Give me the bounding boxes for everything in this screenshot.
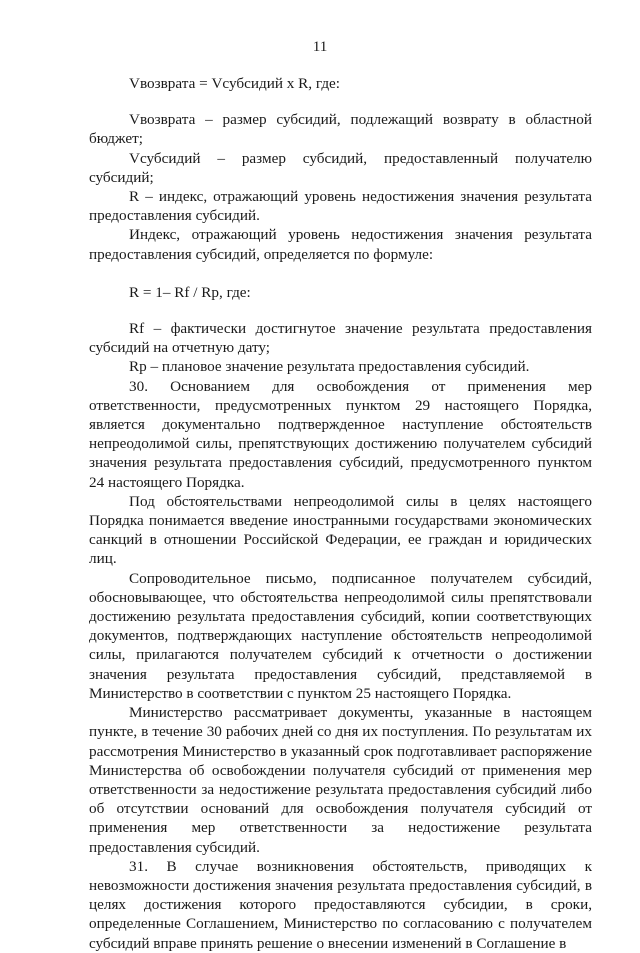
paragraph-force-majeure: Под обстоятельствами непреодолимой силы в целях настоящего Порядка понимается введение иностранными государствами экономических санкций в отношении Российской Федерации, ее граждан и юридических лиц. bbox=[89, 492, 592, 568]
formula-refund: Vвозврата = Vсубсидий x R, где: bbox=[129, 75, 341, 92]
paragraph-30: 30. Основанием для освобождения от применения мер ответственности, предусмотренных пунктом 29 настоящего Порядка, является документально подтвержденное наступление обстоятельств непреодолимой силы, препятствующих достижению получателем субсидий значения результата предоставления субсидий, предусмотренного пунктом 24 настоящего Порядка. bbox=[89, 377, 592, 491]
definition-rp: Rp – плановое значение результата предоставления субсидий. bbox=[129, 358, 530, 376]
document-body bbox=[89, 74, 592, 953]
definition-rf: Rf – фактически достигнутое значение результата предоставления субсидий на отчетную дату; bbox=[89, 320, 592, 357]
page-number: 11 bbox=[312, 38, 328, 55]
paragraph-ministry-review: Министерство рассматривает документы, указанные в настоящем пункте, в течение 30 рабочих дней со дня их поступления. По результатам их рассмотрения Министерство в указанный срок подготавливает распоряжение Министерства об освобождении получателя субсидий от применения мер ответственности за недостижение результата предоставления субсидий либо об отсутствии оснований для освобождения получателя субсидий от применения мер ответственности за недостижение результата предоставления субсидий. bbox=[89, 704, 592, 856]
paragraph-31: 31. В случае возникновения обстоятельств, приводящих к невозможности достижения значения результата предоставления субсидий, в целях достижения которого предоставляются субсидии, в сроки, определенные Соглашением, Министерство по согласованию с получателем субсидий вправе принять решение о внесении изменений в Соглашение в bbox=[89, 857, 592, 952]
formula-index: R = 1– Rf / Rp, где: bbox=[129, 283, 251, 301]
definition-v-refund: Vвозврата – размер субсидий, подлежащий возврату в областной бюджет; bbox=[89, 111, 592, 148]
definition-r: R – индекс, отражающий уровень недостижения значения результата предоставления субсидий. bbox=[89, 188, 592, 225]
definition-v-subsidy: Vсубсидий – размер субсидий, предоставленный получателю субсидий; bbox=[89, 149, 592, 186]
paragraph-cover-letter: Сопроводительное письмо, подписанное получателем субсидий, обосновывающее, что обстоятельства непреодолимой силы препятствовали достижению результата предоставления субсидий, копии соответствующих документов, подтверждающих наступление обстоятельств непреодолимой силы, прилагаются получателем субсидий к отчетности о достижении значения результата предоставления субсидий, представляемой в Министерство в соответствии с пунктом 25 настоящего Порядка. bbox=[89, 569, 592, 702]
index-intro-paragraph: Индекс, отражающий уровень недостижения значения результата предоставления субсидий, определяется по формуле: bbox=[89, 226, 592, 263]
